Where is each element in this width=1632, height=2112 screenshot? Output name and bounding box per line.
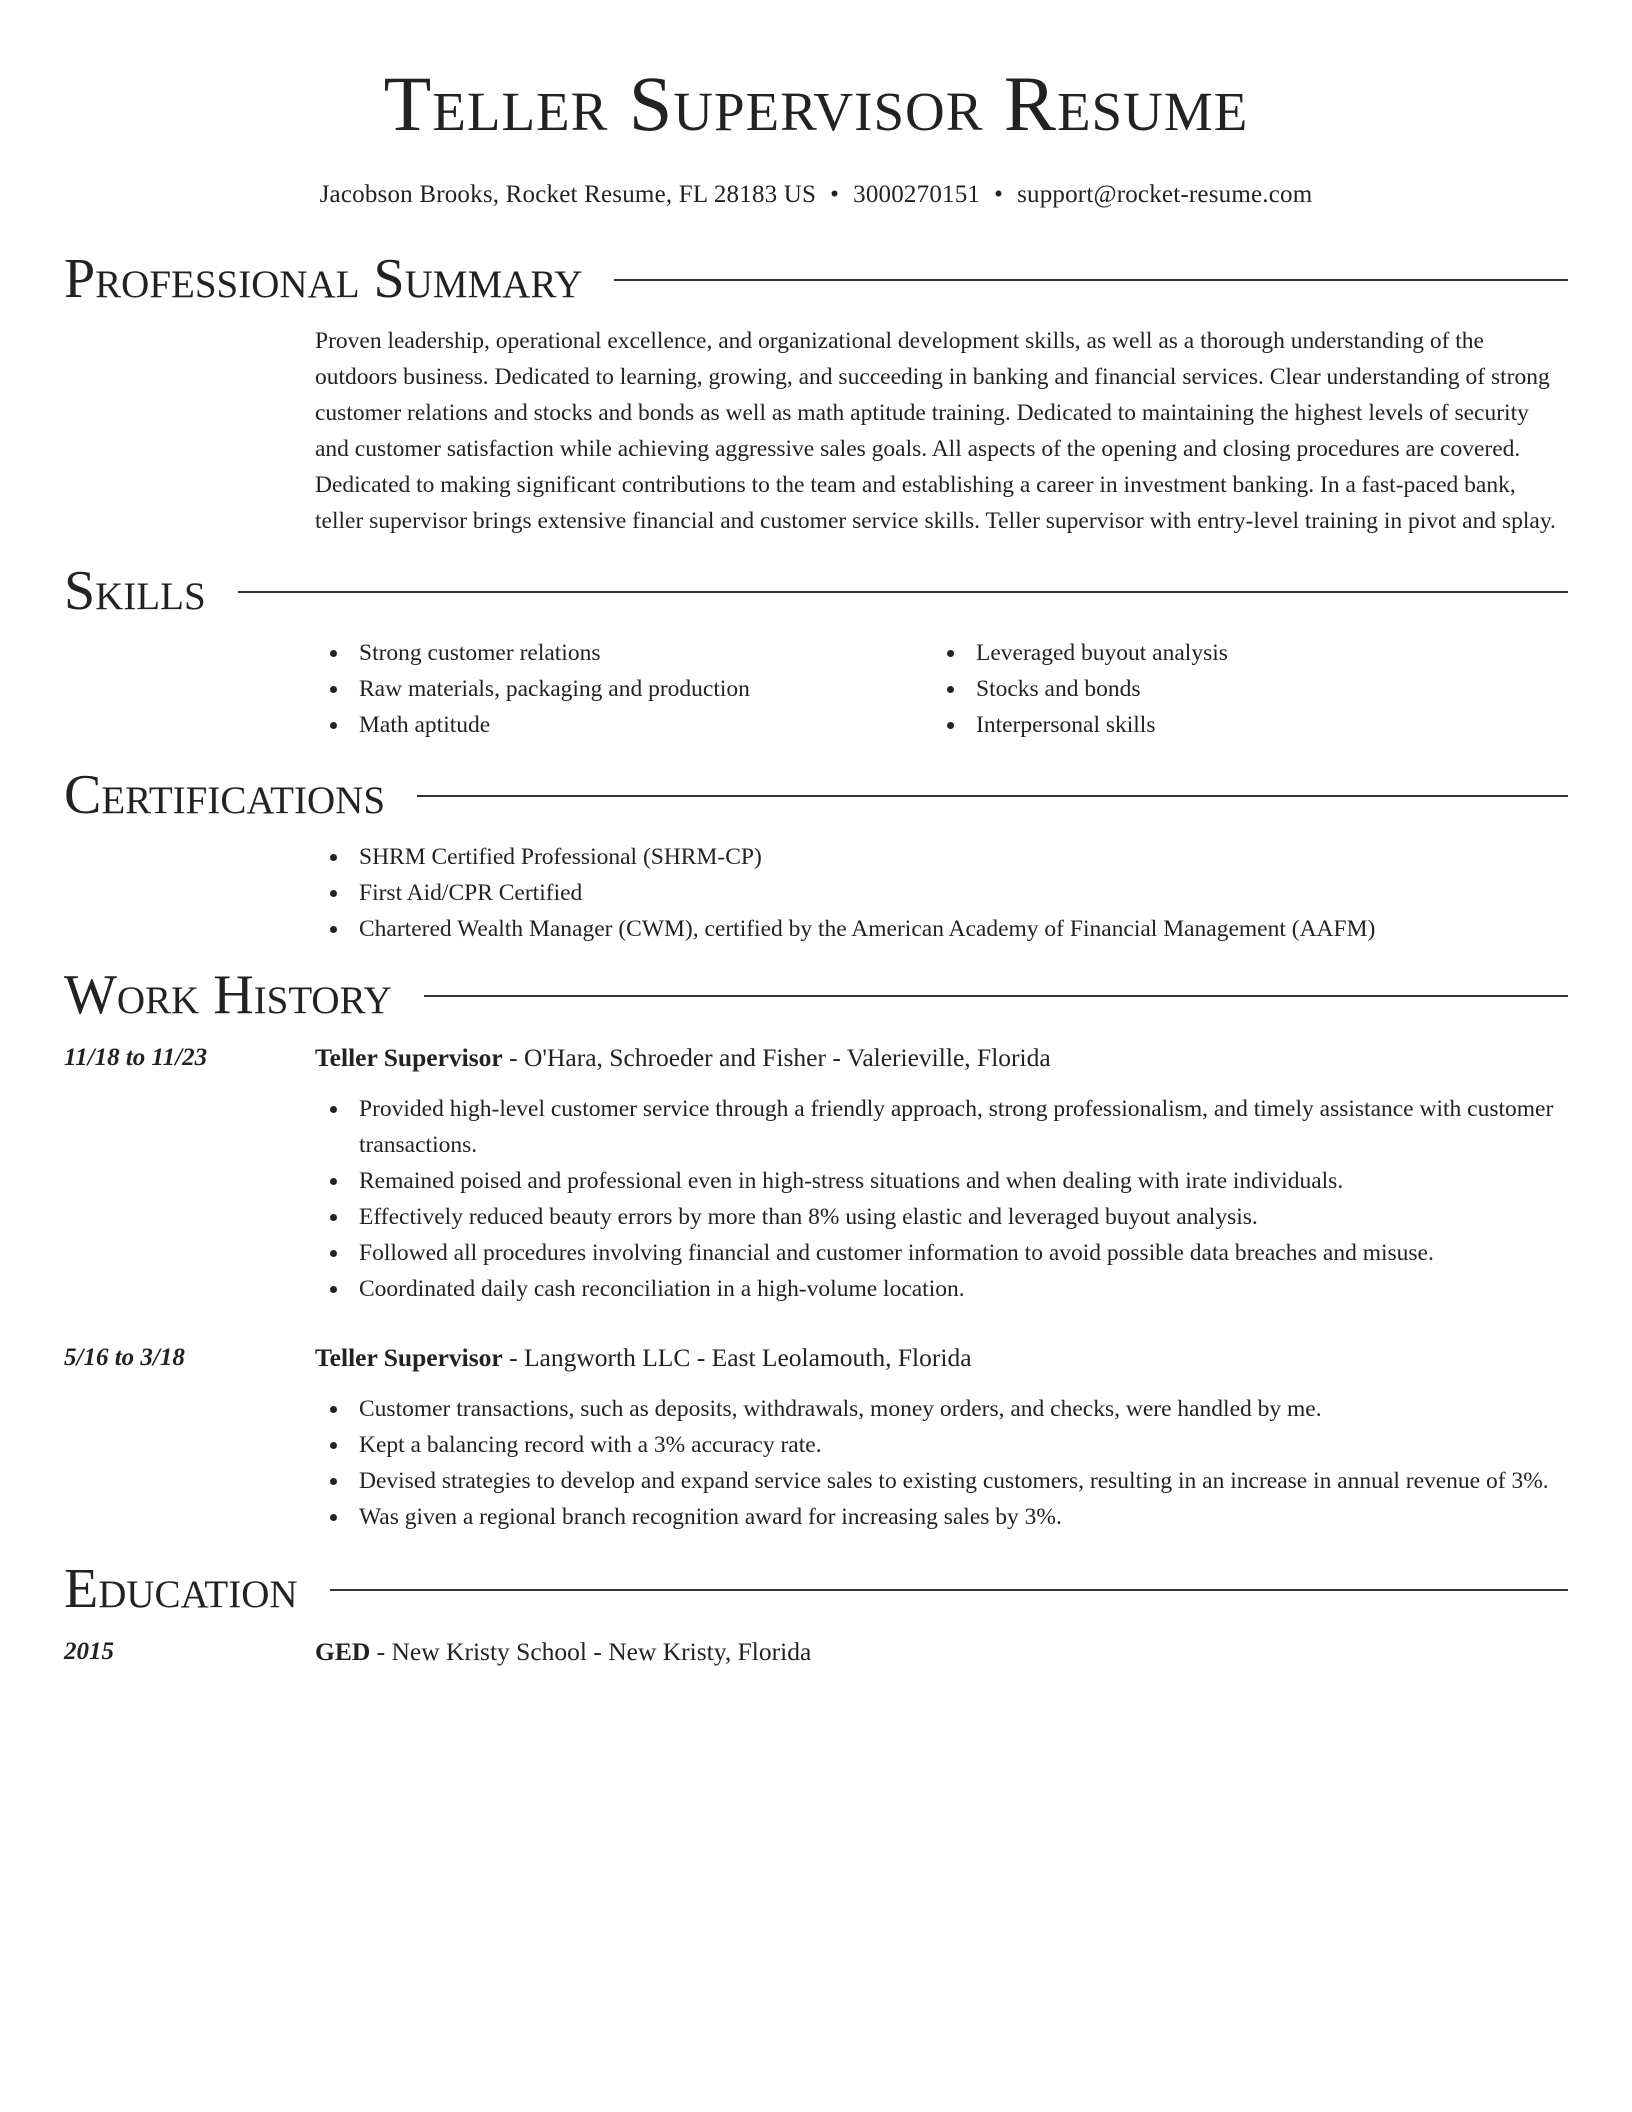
education-degree: GED bbox=[315, 1637, 371, 1666]
skills-column-right bbox=[932, 635, 1549, 743]
job-bullet: Provided high-level customer service through a friendly approach, strong professionalism, and timely assistance with customer transactions. bbox=[315, 1091, 1568, 1163]
education-school: - New Kristy School - New Kristy, Florida bbox=[370, 1637, 812, 1666]
job-bullet: Devised strategies to develop and expand service sales to existing customers, resulting in an increase in annual revenue of 3%. bbox=[315, 1463, 1568, 1499]
section-title-certifications: Certifications bbox=[64, 764, 386, 826]
section-title-skills: Skills bbox=[64, 560, 206, 622]
certifications-list bbox=[315, 839, 1568, 947]
skills-grid bbox=[315, 635, 1568, 743]
job-bullets bbox=[315, 1091, 1568, 1307]
job-title: Teller Supervisor bbox=[315, 1343, 503, 1372]
job-employer: - Langworth LLC - East Leolamouth, Florida bbox=[502, 1343, 972, 1372]
section-title-summary: Professional Summary bbox=[64, 248, 583, 310]
section-divider bbox=[330, 1589, 1568, 1591]
skill-item: Interpersonal skills bbox=[932, 707, 1549, 743]
education-heading bbox=[315, 1635, 1568, 1669]
skill-item: Strong customer relations bbox=[315, 635, 932, 671]
summary-text: Proven leadership, operational excellence, and organizational development skills, as well as a thorough understanding of the outdoors business. Dedicated to learning, growing, and succeeding in banking and financial services. Clear understanding of strong customer relations and stocks and bonds as well as math aptitude training. Dedicated to maintaining the highest levels of security and customer satisfaction while achieving aggressive sales goals. All aspects of the opening and closing procedures are covered. Dedicated to making significant contributions to the team and establishing a career in investment banking. In a fast-paced bank, teller supervisor brings extensive financial and customer service skills. Teller supervisor with entry-level training in pivot and splay. bbox=[315, 328, 1556, 534]
skill-item: Raw materials, packaging and production bbox=[315, 671, 932, 707]
skills-section bbox=[64, 561, 1568, 743]
section-header bbox=[64, 765, 1568, 825]
certifications-section bbox=[64, 765, 1568, 947]
certifications-content bbox=[315, 839, 1568, 947]
job-heading bbox=[315, 1041, 1568, 1075]
job-bullet: Customer transactions, such as deposits, withdrawals, money orders, and checks, were handled by me. bbox=[315, 1391, 1568, 1427]
job-bullet: Remained poised and professional even in high-stress situations and when dealing with irate individuals. bbox=[315, 1163, 1568, 1199]
skill-item: Math aptitude bbox=[315, 707, 932, 743]
job-dates: 11/18 to 11/23 bbox=[64, 1044, 208, 1071]
job-dates: 5/16 to 3/18 bbox=[64, 1344, 185, 1371]
job-bullet: Was given a regional branch recognition award for increasing sales by 3%. bbox=[315, 1499, 1568, 1535]
job-body bbox=[315, 1341, 1568, 1535]
contact-address: Jacobson Brooks, Rocket Resume, FL 28183 US bbox=[319, 181, 817, 208]
job-bullet: Coordinated daily cash reconciliation in a high-volume location. bbox=[315, 1271, 1568, 1307]
job-entry bbox=[64, 1341, 1568, 1535]
job-heading bbox=[315, 1341, 1568, 1375]
education-entry bbox=[64, 1635, 1568, 1669]
section-divider bbox=[238, 591, 1568, 593]
job-title: Teller Supervisor bbox=[315, 1043, 503, 1072]
job-employer: - O'Hara, Schroeder and Fisher - Valerieville, Florida bbox=[502, 1043, 1051, 1072]
education-body bbox=[315, 1635, 1568, 1669]
resume-page bbox=[64, 0, 1568, 1669]
contact-email: support@rocket-resume.com bbox=[1017, 181, 1313, 208]
contact-separator: • bbox=[830, 181, 840, 208]
section-title-education: Education bbox=[64, 1558, 298, 1620]
skills-column-left bbox=[315, 635, 932, 743]
job-bullet: Effectively reduced beauty errors by more than 8% using elastic and leveraged buyout analysis. bbox=[315, 1199, 1568, 1235]
contact-phone: 3000270151 bbox=[853, 181, 981, 208]
certification-item: SHRM Certified Professional (SHRM-CP) bbox=[315, 839, 1568, 875]
job-entry bbox=[64, 1041, 1568, 1307]
certification-item: Chartered Wealth Manager (CWM), certified by the American Academy of Financial Management (AAFM) bbox=[315, 911, 1568, 947]
section-divider bbox=[614, 279, 1568, 281]
contact-line bbox=[64, 180, 1568, 210]
work-history-section bbox=[64, 965, 1568, 1535]
job-body bbox=[315, 1041, 1568, 1307]
skills-content bbox=[315, 635, 1568, 743]
job-bullets bbox=[315, 1391, 1568, 1535]
skill-item: Leveraged buyout analysis bbox=[932, 635, 1549, 671]
education-section bbox=[64, 1559, 1568, 1669]
section-header bbox=[64, 965, 1568, 1025]
summary-content bbox=[315, 323, 1568, 539]
section-header bbox=[64, 1559, 1568, 1619]
certification-item: First Aid/CPR Certified bbox=[315, 875, 1568, 911]
summary-section bbox=[64, 249, 1568, 539]
job-bullet: Followed all procedures involving financial and customer information to avoid possible data breaches and misuse. bbox=[315, 1235, 1568, 1271]
section-divider bbox=[424, 995, 1568, 997]
section-divider bbox=[417, 795, 1568, 797]
section-title-work-history: Work History bbox=[64, 964, 392, 1026]
section-header bbox=[64, 249, 1568, 309]
page-title: Teller Supervisor Resume bbox=[383, 60, 1249, 147]
skill-item: Stocks and bonds bbox=[932, 671, 1549, 707]
job-bullet: Kept a balancing record with a 3% accuracy rate. bbox=[315, 1427, 1568, 1463]
education-year: 2015 bbox=[64, 1638, 114, 1665]
section-header bbox=[64, 561, 1568, 621]
contact-separator: • bbox=[994, 181, 1004, 208]
